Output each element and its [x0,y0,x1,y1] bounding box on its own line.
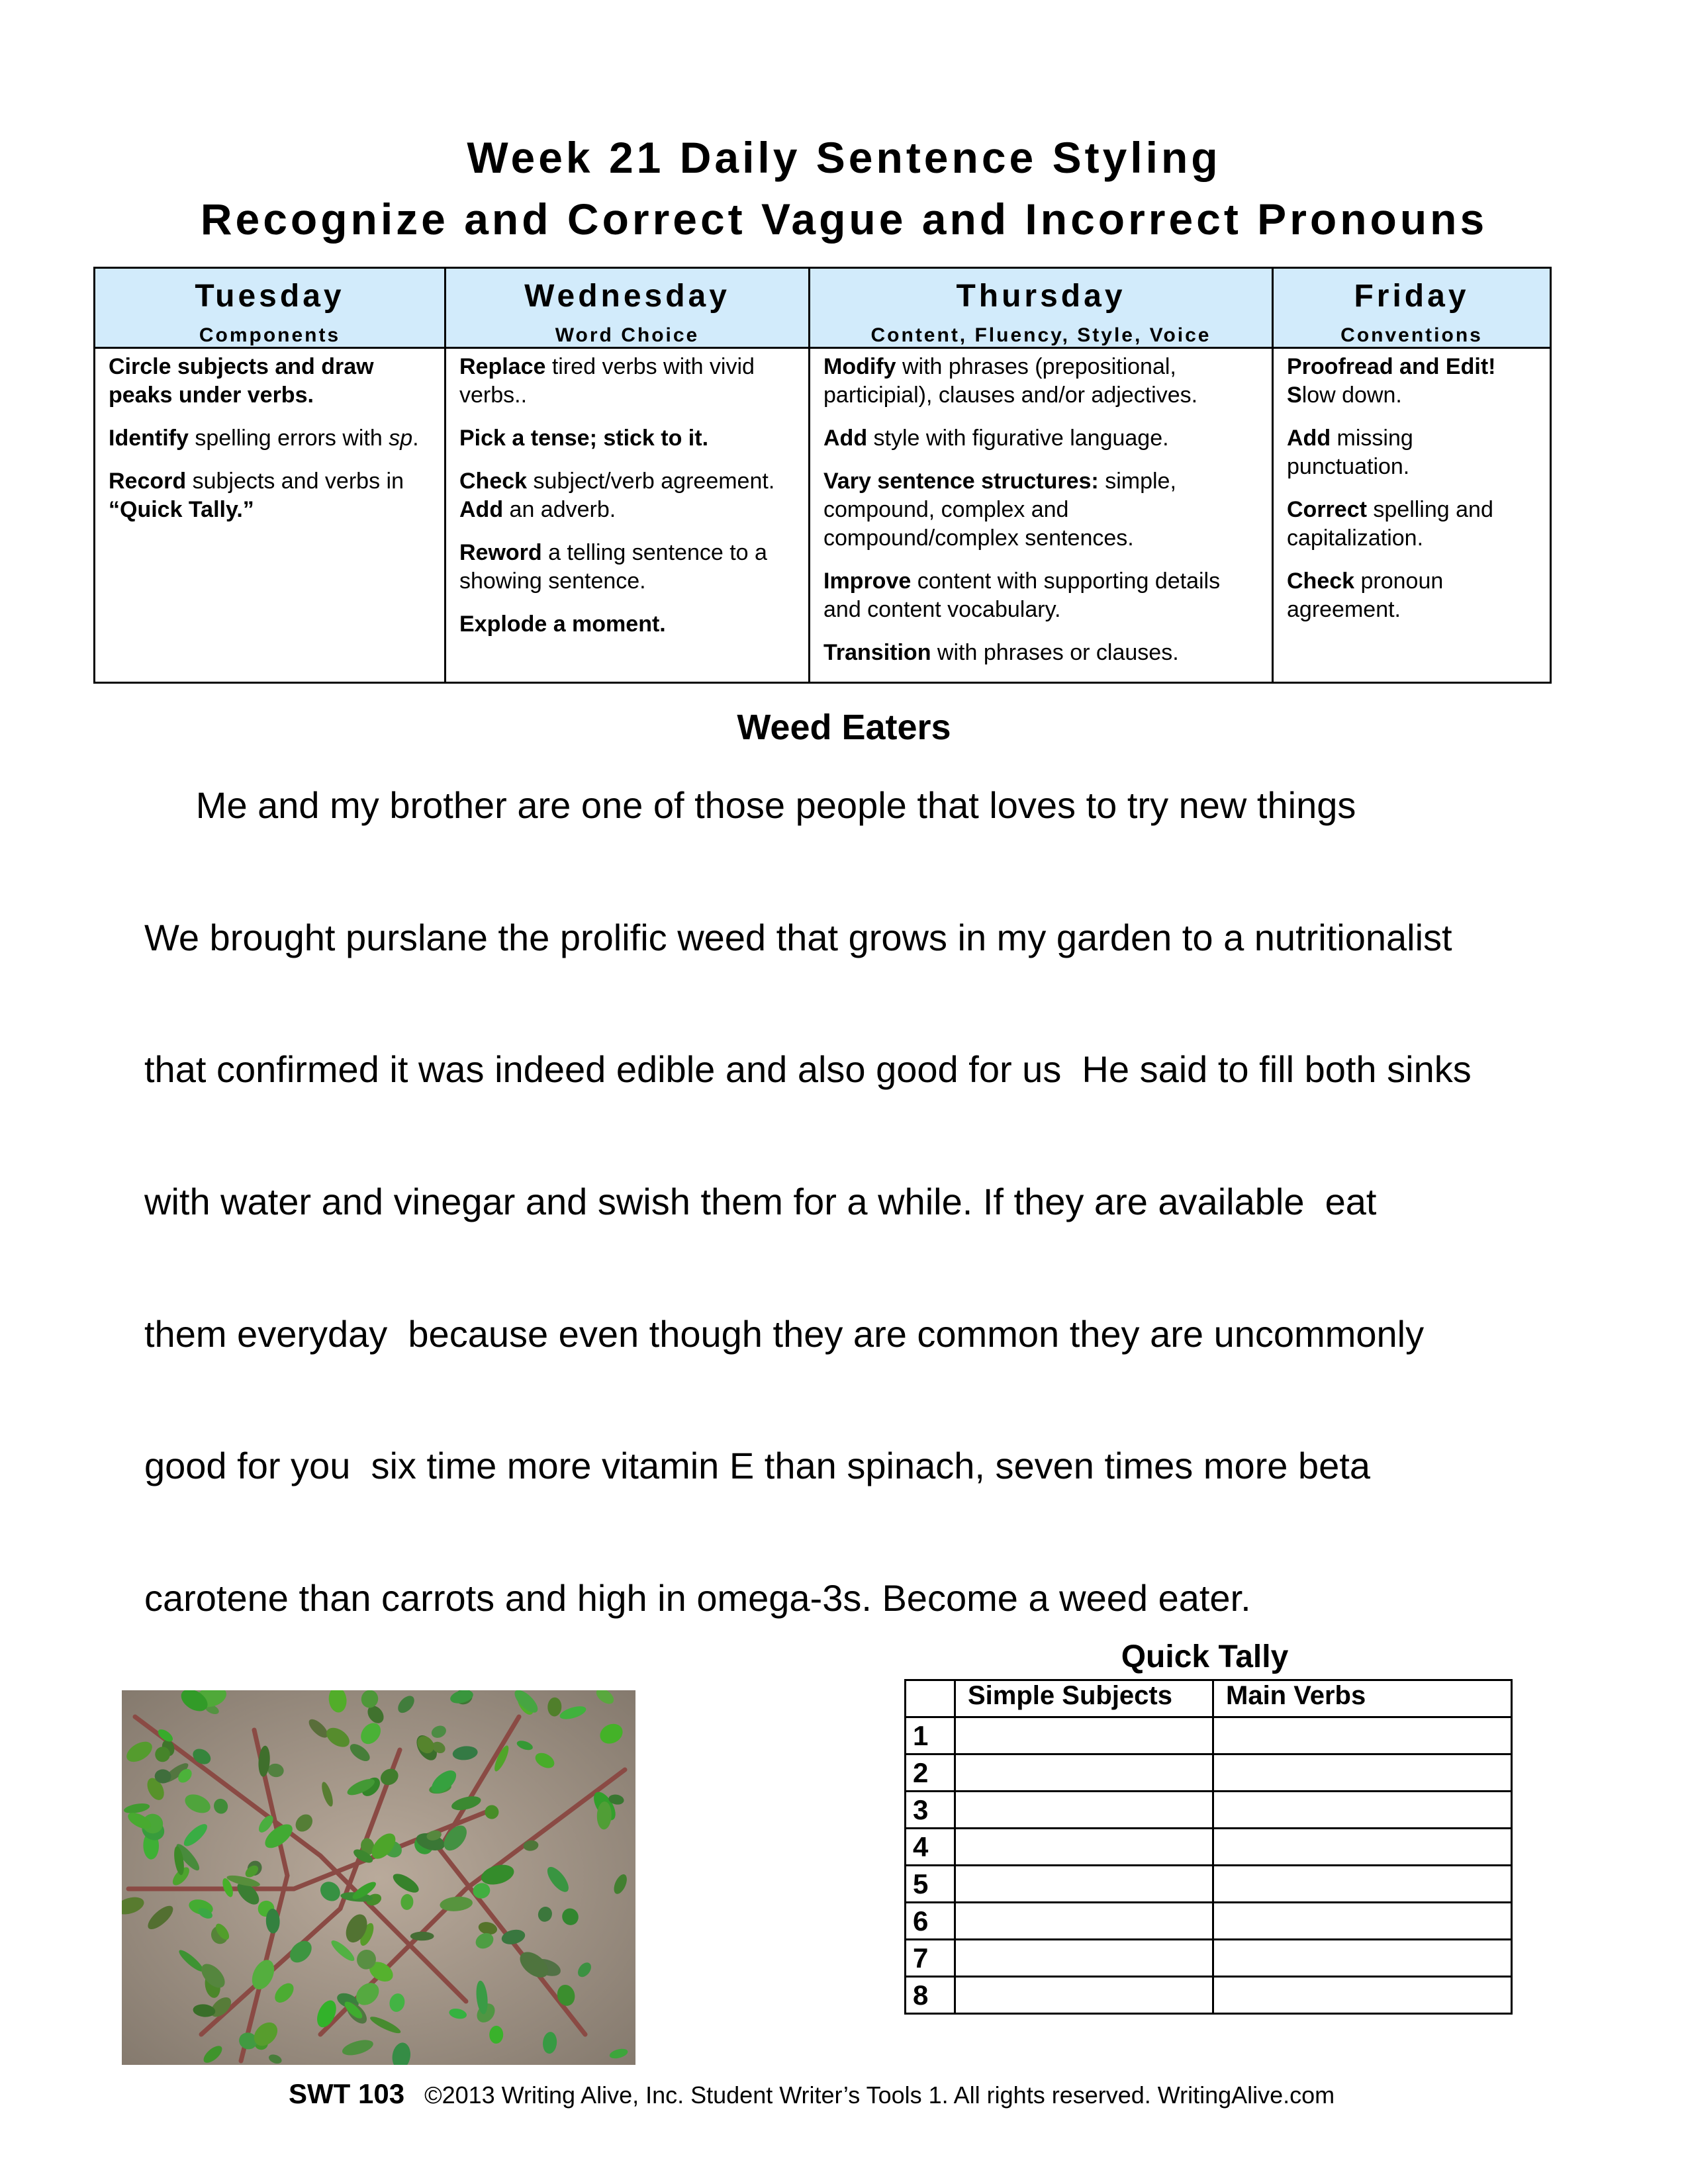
main-verb-cell[interactable] [1213,1829,1512,1866]
main-verb-cell[interactable] [1213,1903,1512,1940]
tally-row [906,1866,1512,1903]
task-keyword: Check [1287,569,1355,594]
task-text: spelling errors with [188,426,389,451]
main-verb-cell[interactable] [1213,1754,1512,1792]
tally-row [906,1977,1512,2014]
task-item [823,353,1258,410]
main-verb-cell[interactable] [1213,1792,1512,1829]
task-keyword: Add [459,497,504,522]
task-text: . [412,426,419,451]
task-item [459,353,795,410]
main-verb-cell[interactable] [1213,1717,1512,1754]
tally-row-number: 2 [906,1754,955,1792]
weekly-header-row [95,268,1551,348]
tally-row [906,1940,1512,1977]
task-keyword: Improve [823,569,912,594]
main-verb-cell[interactable] [1213,1940,1512,1977]
task-text: content with supporting details and content vocabulary. [823,569,1221,622]
leaf [410,1932,434,1941]
story-title: Weed Eaters [737,707,951,747]
task-item [459,467,795,524]
footer-copyright: ©2013 Writing Alive, Inc. Student Writer’s Tools 1. All rights reserved. WritingAlive.com [404,2081,1335,2109]
task-item [823,639,1258,667]
task-item [823,424,1258,453]
column-header-tuesday [95,268,445,348]
task-item [1287,353,1536,410]
quick-tally-table [904,1679,1513,2015]
category-label: Content, Fluency, Style, Voice [870,324,1211,346]
tally-row-number: 7 [906,1940,955,1977]
story-line: We brought purslane the prolific weed that grows in my garden to a nutritionalist [144,917,1452,958]
day-label: Friday [1354,279,1470,314]
tally-corner [906,1680,955,1717]
task-keyword: S [1287,383,1302,408]
tally-row-number: 6 [906,1903,955,1940]
tally-row-number: 3 [906,1792,955,1829]
task-text: an adverb. [503,497,616,522]
task-text: subject/verb agreement. [527,469,775,494]
task-keyword: Modify [823,354,896,379]
task-item [1287,424,1536,481]
task-item [109,467,431,524]
category-label: Word Choice [555,324,700,346]
task-text: simple, compound, complex and compound/complex sentences. [823,469,1176,551]
task-text: sp [389,426,413,451]
tally-row-number: 8 [906,1977,955,2014]
page-title: Week 21 Daily Sentence Styling [467,133,1221,182]
task-text: subjects and verbs in [186,469,404,494]
main-verb-cell[interactable] [1213,1977,1512,2014]
task-keyword: “Quick Tally.” [109,497,254,522]
category-label: Conventions [1340,324,1483,346]
task-text: spelling and capitalization. [1287,497,1493,551]
simple-subject-cell[interactable] [955,1792,1213,1829]
tally-row-number: 1 [906,1717,955,1754]
task-keyword: Explode a moment. [459,612,666,637]
task-text: pronoun agreement. [1287,569,1444,622]
column-cell-friday [1273,348,1551,683]
column-header-wednesday [445,268,810,348]
column-header-thursday [810,268,1273,348]
weekly-schedule-table [93,267,1552,684]
simple-subject-cell[interactable] [955,1903,1213,1940]
page-subtitle: Recognize and Correct Vague and Incorrect Pronouns [200,195,1488,244]
task-text: with phrases (prepositional, participial), clauses and/or adjectives. [823,354,1198,408]
tally-column-header: Main Verbs [1213,1680,1512,1717]
story-line: them everyday because even though they are common they are uncommonly [144,1313,1425,1355]
story-line: that confirmed it was indeed edible and also good for us He said to fill both sinks [144,1048,1472,1090]
simple-subject-cell[interactable] [955,1940,1213,1977]
task-text: tired verbs with vivid verbs.. [459,354,755,408]
column-cell-wednesday [445,348,810,683]
task-item [459,610,795,639]
column-header-friday [1273,268,1551,348]
simple-subject-cell[interactable] [955,1829,1213,1866]
task-keyword: Replace [459,354,546,379]
day-label: Thursday [956,279,1126,314]
category-label: Components [199,324,341,346]
footer [289,2078,1335,2110]
column-cell-thursday [810,348,1273,683]
task-text: with phrases or clauses. [931,640,1179,665]
task-keyword: Add [823,426,868,451]
task-text: missing punctuation. [1287,426,1413,479]
task-keyword: Check [459,469,528,494]
day-label: Wednesday [524,279,730,314]
tally-row [906,1717,1512,1754]
story-line: with water and vinegar and swish them for a while. If they are available eat [144,1181,1377,1222]
task-keyword: Reword [459,540,542,565]
story-line: carotene than carrots and high in omega-3s. Become a weed eater. [144,1577,1251,1619]
tally-row-number: 4 [906,1829,955,1866]
story-line: good for you six time more vitamin E than spinach, seven times more beta [144,1445,1370,1486]
task-item [109,424,431,453]
task-item [109,353,431,410]
tally-row [906,1792,1512,1829]
task-keyword: Proofread and Edit! [1287,354,1496,379]
task-item [1287,567,1536,624]
simple-subject-cell[interactable] [955,1754,1213,1792]
task-item [459,539,795,596]
quick-tally-title: Quick Tally [1121,1639,1289,1674]
tally-row [906,1903,1512,1940]
task-keyword: Identify [109,426,189,451]
simple-subject-cell[interactable] [955,1866,1213,1903]
tally-column-header: Simple Subjects [955,1680,1213,1717]
story-line: Me and my brother are one of those people that loves to try new things [144,784,1356,826]
task-keyword: Record [109,469,187,494]
task-text: low down. [1301,383,1402,408]
task-keyword: Correct [1287,497,1367,522]
column-cell-tuesday [95,348,445,683]
tally-row-number: 5 [906,1866,955,1903]
task-item [459,424,795,453]
task-text: a telling sentence to a showing sentence. [459,540,767,594]
footer-code: SWT 103 [289,2078,405,2109]
task-text: style with figurative language. [867,426,1169,451]
simple-subject-cell[interactable] [955,1717,1213,1754]
tally-row [906,1829,1512,1866]
weekly-body-row [95,348,1551,683]
main-verb-cell[interactable] [1213,1866,1512,1903]
task-item [1287,496,1536,553]
day-label: Tuesday [195,279,345,314]
task-keyword: Pick a tense; stick to it. [459,426,709,451]
task-keyword: Add [1287,426,1331,451]
simple-subject-cell[interactable] [955,1977,1213,2014]
tally-row [906,1754,1512,1792]
quick-tally-header-row [906,1680,1512,1717]
purslane-photo [122,1690,635,2065]
task-keyword: Circle subjects and draw peaks under verbs. [109,354,374,408]
task-keyword: Vary sentence structures: [823,469,1099,494]
task-item [823,467,1258,553]
task-item [823,567,1258,624]
task-keyword: Transition [823,640,931,665]
